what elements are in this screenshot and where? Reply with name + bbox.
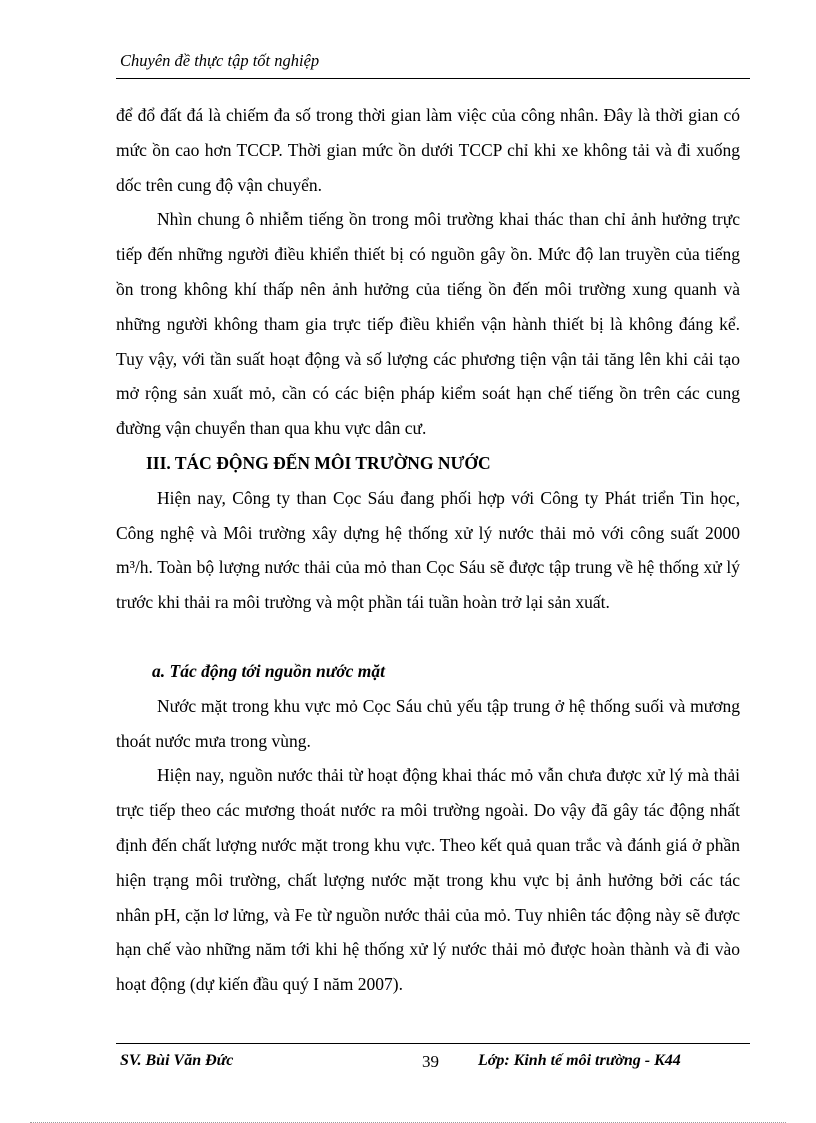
paragraph-wastewater-system: Hiện nay, Công ty than Cọc Sáu đang phối hợp với Công ty Phát triển Tin học, Công nghệ và Môi trường xây dựng hệ thống xử lý nước thải mỏ với công suất 2000 m³/h. Toàn bộ lượng nước thải của mỏ than Cọc Sáu sẽ được tập trung về hệ thống xử lý trước khi thải ra môi trường và một phần tái tuần hoàn trở lại sản xuất. [116,487,740,613]
header-divider [116,78,750,79]
footer-divider [116,1043,750,1044]
running-header: Chuyên đề thực tập tốt nghiệp [120,51,320,70]
paragraph-surface-water: Nước mặt trong khu vực mỏ Cọc Sáu chủ yếu tập trung ở hệ thống suối và mương thoát nước mưa trong vùng. [116,695,740,751]
page-number: 39 [422,1052,439,1071]
subsection-heading: a. Tác động tới nguồn nước mặt [152,660,385,681]
paragraph-noise-summary: Nhìn chung ô nhiễm tiếng ồn trong môi trường khai thác than chỉ ảnh hưởng trực tiếp đến những người điều khiển thiết bị có nguồn gây ồn. Mức độ lan truyền của tiếng ồn trong không khí thấp nên ảnh hưởng của tiếng ồn đến môi trường xung quanh và những người không tham gia trực tiếp điều khiển vận hành thiết bị là không đáng kể. Tuy vậy, với tần suất hoạt động và số lượng các phương tiện vận tải tăng lên khi cải tạo mở rộng sản xuất mỏ, cần có các biện pháp kiểm soát hạn chế tiếng ồn trên các cung đường vận chuyển than qua khu vực dân cư. [116,209,740,439]
footer-class: Lớp: Kinh tế môi trường - K44 [478,1052,681,1069]
section-heading: III. TÁC ĐỘNG ĐẾN MÔI TRƯỜNG NƯỚC [146,452,491,473]
document-body [116,98,740,1002]
paragraph-impact: Hiện nay, nguồn nước thải từ hoạt động khai thác mỏ vẫn chưa được xử lý mà thải trực tiếp theo các mương thoát nước ra môi trường ngoài. Do vậy đã gây tác động nhất định đến chất lượng nước mặt trong khu vực. Theo kết quả quan trắc và đánh giá ở phần hiện trạng môi trường, chất lượng nước mặt trong khu vực bị ảnh hưởng bởi các tác nhân pH, cặn lơ lửng, và Fe từ nguồn nước thải của mỏ. Tuy nhiên tác động này sẽ được hạn chế vào những năm tới khi hệ thống xử lý nước thải mỏ được hoàn thành và đi vào hoạt động (dự kiến đầu quý I năm 2007). [116,765,740,995]
spacer [116,620,740,654]
paragraph-continued: để đổ đất đá là chiếm đa số trong thời gian làm việc của công nhân. Đây là thời gian có mức ồn cao hơn TCCP. Thời gian mức ồn dưới TCCP chỉ khi xe không tải và đi xuống dốc trên cung độ vận chuyển. [116,105,740,195]
footer-author: SV. Bùi Văn Đức [120,1052,234,1069]
